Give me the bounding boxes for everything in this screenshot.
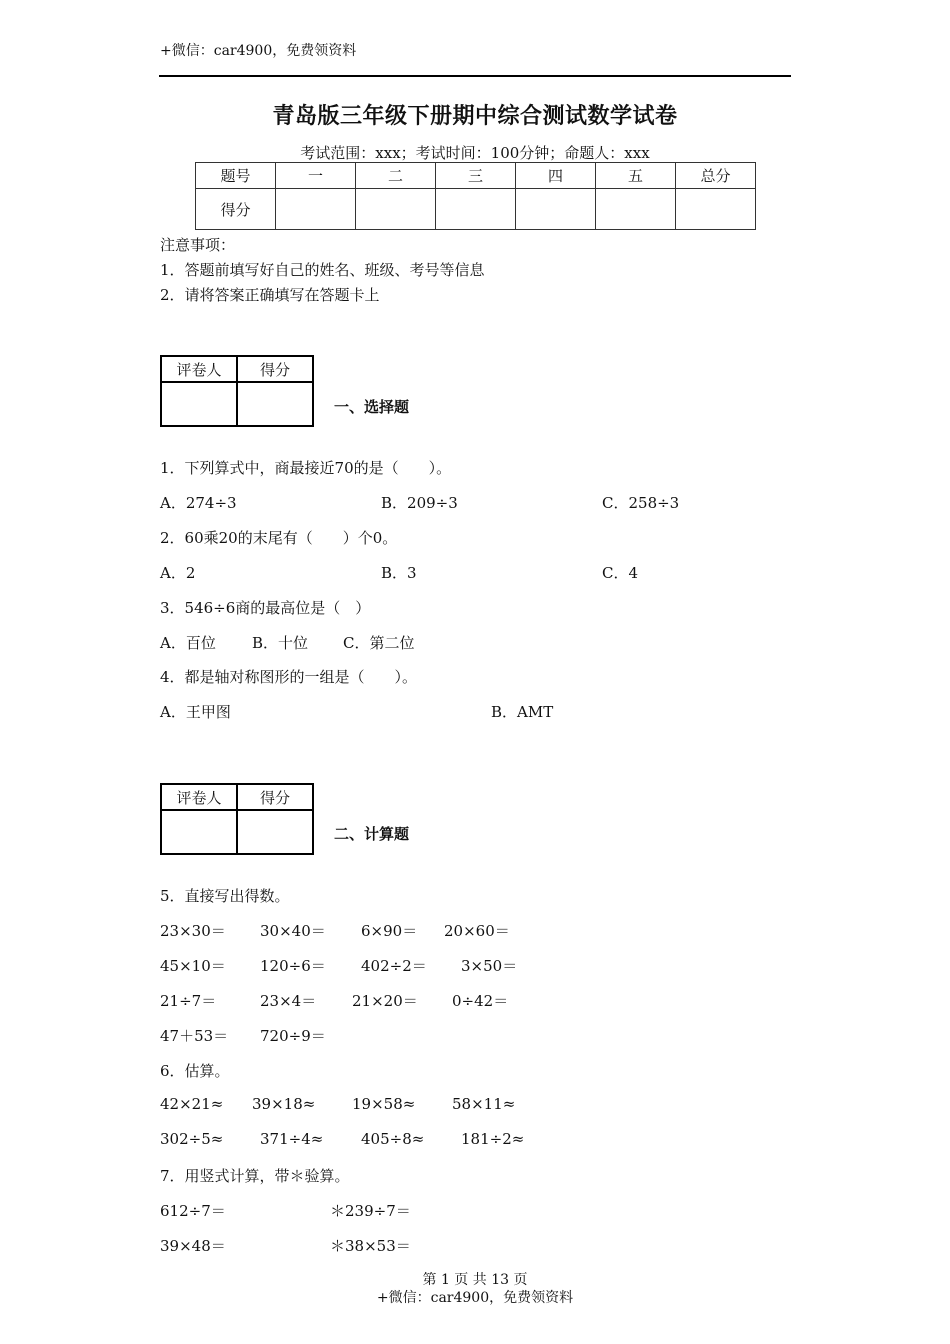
estimate-item: 371÷4≈ bbox=[260, 1130, 324, 1148]
grader-cell[interactable] bbox=[237, 382, 313, 426]
grader-box bbox=[160, 355, 314, 427]
notice-item: 2．请将答案正确填写在答题卡上 bbox=[160, 286, 380, 304]
grader-score-label: 得分 bbox=[237, 784, 313, 810]
score-header-4: 四 bbox=[516, 163, 596, 189]
footer-note: +微信：car4900，免费领资料 bbox=[376, 1290, 574, 1306]
score-header-5: 五 bbox=[596, 163, 676, 189]
page-number: 第 1 页 共 13 页 bbox=[422, 1272, 528, 1288]
question-2: 2．60乘20的末尾有（ ）个0。 bbox=[160, 529, 398, 547]
option-b[interactable]: B．AMT bbox=[491, 703, 554, 721]
question-6: 6．估算。 bbox=[160, 1062, 230, 1080]
calc-item: 3×50＝ bbox=[461, 957, 518, 975]
score-table bbox=[195, 162, 756, 230]
question-1: 1．下列算式中，商最接近70的是（ ）。 bbox=[160, 459, 452, 477]
exam-info: 考试范围：xxx；考试时间：100分钟；命题人：xxx bbox=[300, 144, 650, 162]
question-3: 3．546÷6商的最高位是（ ） bbox=[160, 599, 371, 617]
estimate-item: 39×18≈ bbox=[252, 1095, 316, 1113]
grader-cell[interactable] bbox=[161, 382, 237, 426]
calc-item: 47＋53＝ bbox=[160, 1027, 229, 1045]
grader-label: 评卷人 bbox=[161, 784, 237, 810]
calc-item: 21÷7＝ bbox=[160, 992, 217, 1010]
option-b[interactable]: B．3 bbox=[381, 564, 417, 582]
score-cell[interactable] bbox=[276, 189, 356, 230]
header-divider bbox=[159, 75, 791, 77]
score-cell[interactable] bbox=[676, 189, 756, 230]
grader-cell[interactable] bbox=[237, 810, 313, 854]
option-a[interactable]: A．274÷3 bbox=[160, 494, 237, 512]
calc-item: 0÷42＝ bbox=[452, 992, 509, 1010]
calc-item: 21×20＝ bbox=[352, 992, 418, 1010]
question-4: 4．都是轴对称图形的一组是（ ）。 bbox=[160, 668, 418, 686]
estimate-item: 42×21≈ bbox=[160, 1095, 224, 1113]
option-c[interactable]: C．4 bbox=[602, 564, 639, 582]
calc-item: 402÷2＝ bbox=[361, 957, 427, 975]
calc-item: 30×40＝ bbox=[260, 922, 326, 940]
score-row-label: 得分 bbox=[196, 189, 276, 230]
section-title: 二、计算题 bbox=[334, 825, 410, 843]
grader-label: 评卷人 bbox=[161, 356, 237, 382]
page-title: 青岛版三年级下册期中综合测试数学试卷 bbox=[272, 104, 678, 129]
calc-item: 120÷6＝ bbox=[260, 957, 326, 975]
score-header-total: 总分 bbox=[676, 163, 756, 189]
calc-item: 720÷9＝ bbox=[260, 1027, 326, 1045]
notice-heading: 注意事项： bbox=[160, 236, 236, 254]
notice-item: 1．答题前填写好自己的姓名、班级、考号等信息 bbox=[160, 261, 485, 279]
calc-item: 20×60＝ bbox=[444, 922, 510, 940]
estimate-item: 405÷8≈ bbox=[361, 1130, 425, 1148]
estimate-item: 181÷2≈ bbox=[461, 1130, 525, 1148]
score-cell[interactable] bbox=[436, 189, 516, 230]
calc-item: 6×90＝ bbox=[361, 922, 418, 940]
calc-item: 23×30＝ bbox=[160, 922, 226, 940]
grader-score-label: 得分 bbox=[237, 356, 313, 382]
grader-box bbox=[160, 783, 314, 855]
option-b[interactable]: B．十位 bbox=[252, 634, 309, 652]
grader-cell[interactable] bbox=[161, 810, 237, 854]
vertical-calc-item: ＊38×53＝ bbox=[330, 1237, 411, 1255]
question-7: 7．用竖式计算，带＊验算。 bbox=[160, 1167, 350, 1185]
score-header-label: 题号 bbox=[196, 163, 276, 189]
vertical-calc-item: ＊239÷7＝ bbox=[330, 1202, 411, 1220]
option-c[interactable]: C．258÷3 bbox=[602, 494, 680, 512]
vertical-calc-item: 39×48＝ bbox=[160, 1237, 226, 1255]
score-cell[interactable] bbox=[516, 189, 596, 230]
estimate-item: 58×11≈ bbox=[452, 1095, 516, 1113]
calc-item: 45×10＝ bbox=[160, 957, 226, 975]
option-c[interactable]: C．第二位 bbox=[343, 634, 415, 652]
option-a[interactable]: A．王甲图 bbox=[160, 703, 231, 721]
score-header-2: 二 bbox=[356, 163, 436, 189]
section-title: 一、选择题 bbox=[334, 398, 410, 416]
score-cell[interactable] bbox=[356, 189, 436, 230]
option-b[interactable]: B．209÷3 bbox=[381, 494, 458, 512]
score-header-3: 三 bbox=[436, 163, 516, 189]
estimate-item: 19×58≈ bbox=[352, 1095, 416, 1113]
estimate-item: 302÷5≈ bbox=[160, 1130, 224, 1148]
option-a[interactable]: A．2 bbox=[160, 564, 196, 582]
option-a[interactable]: A．百位 bbox=[160, 634, 216, 652]
question-5: 5．直接写出得数。 bbox=[160, 887, 290, 905]
header-note: +微信：car4900，免费领资料 bbox=[160, 43, 357, 59]
vertical-calc-item: 612÷7＝ bbox=[160, 1202, 226, 1220]
score-header-1: 一 bbox=[276, 163, 356, 189]
calc-item: 23×4＝ bbox=[260, 992, 317, 1010]
score-cell[interactable] bbox=[596, 189, 676, 230]
